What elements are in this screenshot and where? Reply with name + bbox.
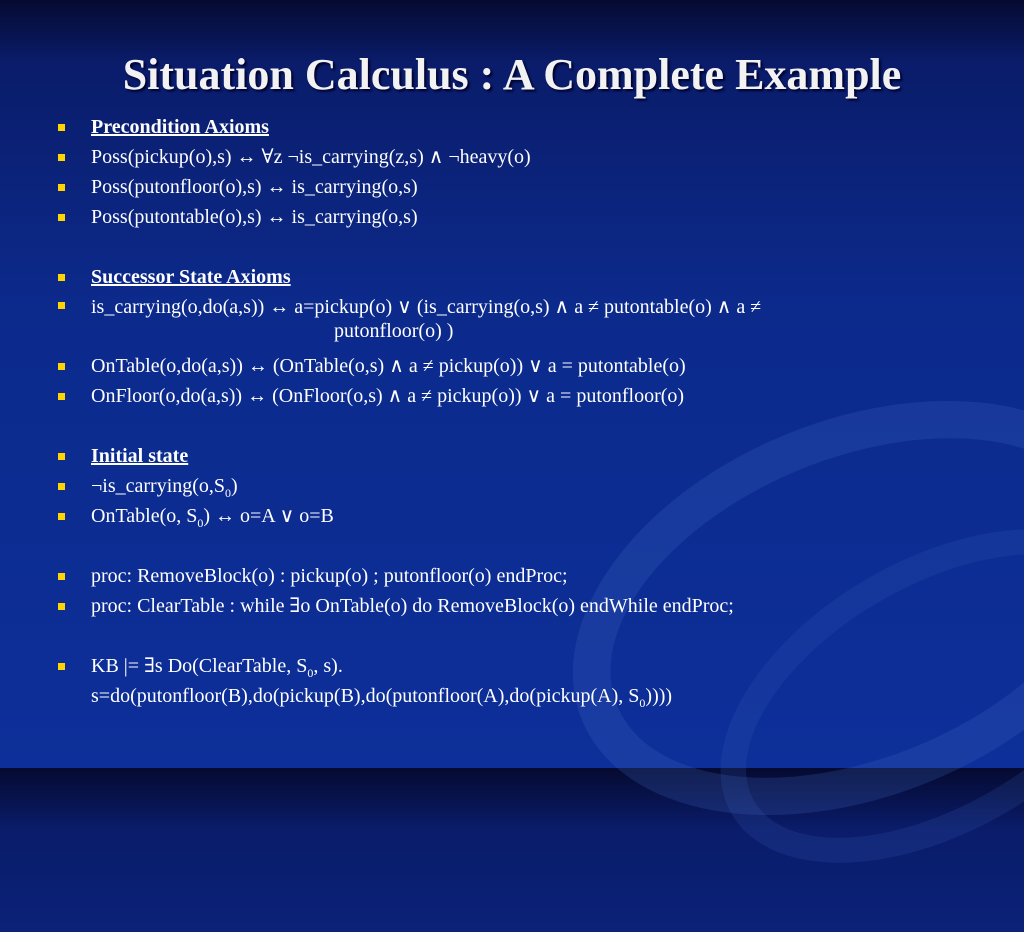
bullet-icon	[58, 483, 65, 490]
section-heading: Initial state	[91, 445, 189, 467]
bullet-successor-header	[50, 262, 1000, 292]
bullet-icon	[58, 513, 65, 520]
section-heading: Precondition Axioms	[91, 116, 269, 138]
proc-text: proc: RemoveBlock(o) : pickup(o) ; putonfloor(o) endProc;	[91, 565, 568, 587]
result-line	[50, 681, 1000, 711]
axiom-text: OnTable(o,do(a,s)) ↔ (OnTable(o,s) ∧ a ≠ pickup(o)) ∨ a = putontable(o)	[91, 355, 686, 377]
axiom-text: Poss(putonfloor(o),s) ↔ is_carrying(o,s)	[91, 176, 418, 198]
spacer	[50, 232, 1000, 262]
bullet-item	[50, 651, 1000, 681]
bullet-item	[50, 381, 1000, 411]
bullet-icon	[58, 573, 65, 580]
bullet-icon	[58, 184, 65, 191]
axiom-text: OnFloor(o,do(a,s)) ↔ (OnFloor(o,s) ∧ a ≠ pickup(o)) ∨ a = putonfloor(o)	[91, 385, 685, 407]
slide-title: Situation Calculus : A Complete Example	[122, 50, 902, 99]
bullet-icon	[58, 302, 65, 309]
section-heading: Successor State Axioms	[91, 266, 291, 288]
bullet-icon	[58, 393, 65, 400]
formula-text: $\neg is\_carrying(o,S_0)$	[91, 475, 238, 500]
bullet-icon	[58, 363, 65, 370]
axiom-text: Poss(pickup(o),s) ↔ ∀z ¬is_carrying(z,s) ∧ ¬heavy(o)	[91, 146, 531, 168]
bullet-icon	[58, 154, 65, 161]
bullet-icon	[58, 663, 65, 670]
bullet-icon	[58, 603, 65, 610]
bullet-initial-header	[50, 441, 1000, 471]
bullet-item	[50, 292, 1000, 351]
formula-text: OnTable(o, $S_0$) ↔ o=A ∨ o=B	[91, 505, 334, 530]
kb-text: KB |= ∃s Do(ClearTable, $S_0$, s).	[91, 655, 343, 680]
axiom-text: Poss(putontable(o),s) ↔ is_carrying(o,s)	[91, 206, 418, 228]
spacer	[50, 621, 1000, 651]
bullet-icon	[58, 214, 65, 221]
bullet-item	[50, 471, 1000, 501]
bullet-item	[50, 591, 1000, 621]
bullet-item	[50, 351, 1000, 381]
spacer	[50, 531, 1000, 561]
bullet-icon	[58, 124, 65, 131]
axiom-text: is_carrying(o,do(a,s)) ↔ a=pickup(o) ∨ (is_carrying(o,s) ∧ a ≠ putontable(o) ∧ a ≠	[91, 296, 762, 318]
bullet-item	[50, 142, 1000, 172]
bullet-icon	[58, 274, 65, 281]
bullet-item	[50, 561, 1000, 591]
bullet-item	[50, 501, 1000, 531]
bullet-item	[50, 172, 1000, 202]
slide-body	[50, 112, 1000, 711]
proc-text: proc: ClearTable : while ∃o OnTable(o) do RemoveBlock(o) endWhile endProc;	[91, 595, 734, 617]
spacer	[50, 411, 1000, 441]
bullet-icon	[58, 453, 65, 460]
bullet-item	[50, 202, 1000, 232]
result-text: s=do(putonfloor(B),do(pickup(B),do(putonfloor(A),do(pickup(A), $S_0$))))	[91, 685, 673, 710]
bullet-precondition-header	[50, 112, 1000, 142]
axiom-text-continuation: putonfloor(o) )	[334, 320, 454, 342]
